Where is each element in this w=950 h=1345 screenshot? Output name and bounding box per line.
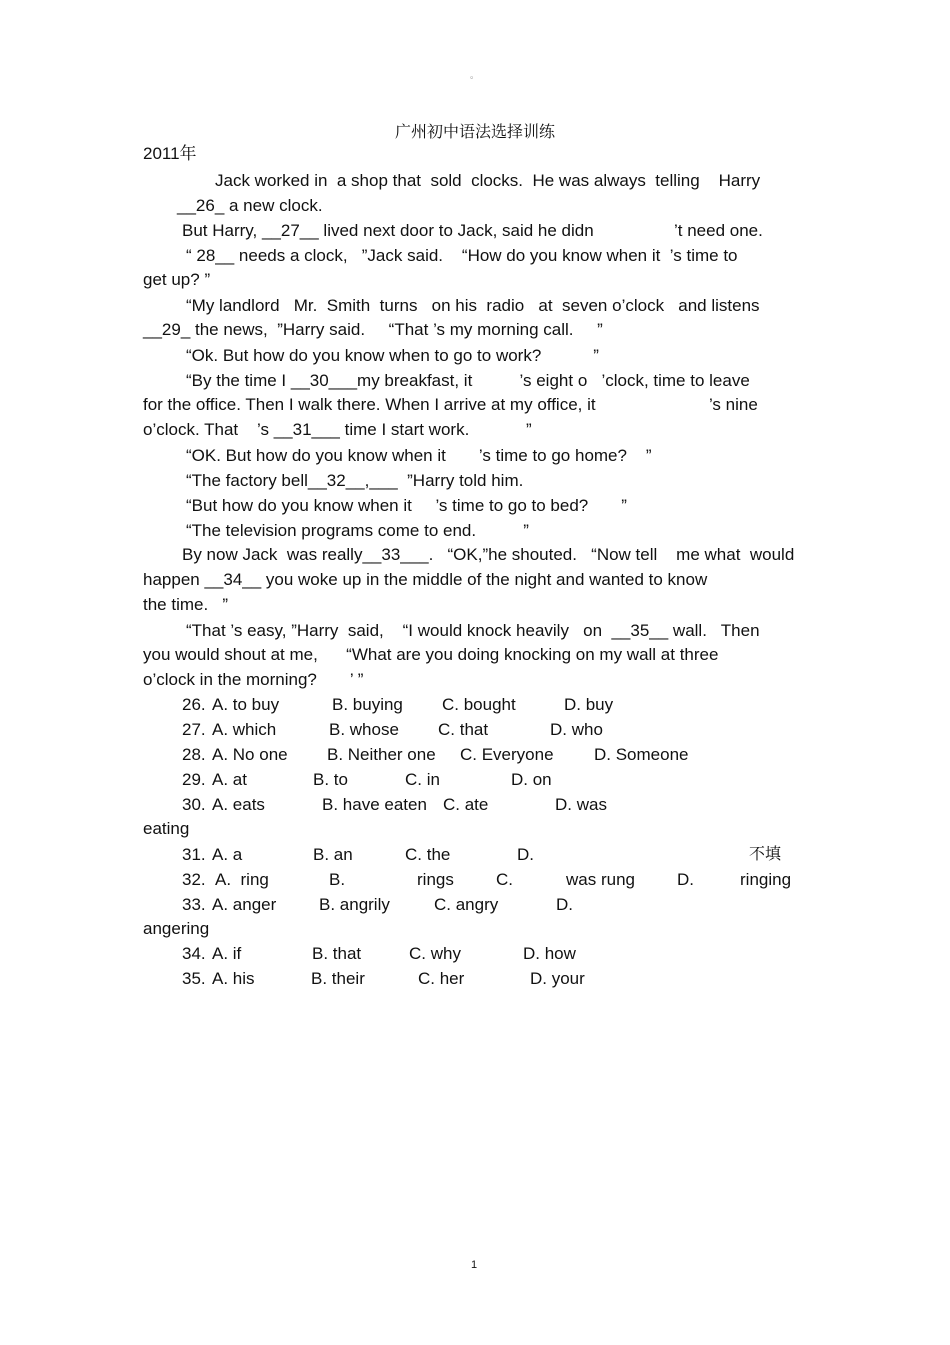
passage-line: happen __34__ you woke up in the middle of the night and wanted to know	[143, 570, 708, 589]
option-b: B. that	[312, 944, 362, 963]
question-number: 30.	[182, 795, 206, 814]
option-d-continued: eating	[143, 819, 190, 838]
passage-line: “The factory bell__32__,___ ”Harry told him.	[186, 471, 524, 490]
passage-line: “The television programs come to end. ”	[186, 521, 529, 540]
passage-line: Jack worked in a shop that sold clocks. He was always telling Harry	[215, 171, 761, 190]
header-mark: 。	[470, 70, 480, 80]
option-c: C. her	[418, 969, 465, 988]
option-a: A. ring	[215, 870, 269, 889]
question-number: 35.	[182, 969, 206, 988]
option-c: C. in	[405, 770, 440, 789]
question-number: 31.	[182, 845, 206, 864]
passage-line: “My landlord Mr. Smith turns on his radio at seven o’clock and listens	[186, 296, 760, 315]
option-c-text: was rung	[566, 870, 635, 889]
option-b: B. to	[313, 770, 348, 789]
passage-line: o’clock. That ’s __31___ time I start work. ”	[143, 420, 532, 439]
year-label: 2011年	[143, 144, 197, 163]
option-d: D.	[677, 870, 694, 889]
option-b: B.	[329, 870, 346, 889]
option-b: B. buying	[332, 695, 403, 714]
option-b: B. Neither one	[327, 745, 436, 764]
question-number: 34.	[182, 944, 206, 963]
option-a: A. No one	[212, 745, 288, 764]
option-d: D.	[556, 895, 573, 914]
passage-line: the time. ”	[143, 595, 229, 614]
question-number: 27.	[182, 720, 206, 739]
passage-line: “That ’s easy, ”Harry said, “I would knock heavily on __35__ wall. Then	[186, 621, 760, 640]
passage-line: By now Jack was really__33___. “OK,”he shouted. “Now tell me what would	[182, 545, 795, 564]
option-a: A. to buy	[212, 695, 280, 714]
option-b: B. their	[311, 969, 365, 988]
option-b: B. an	[313, 845, 353, 864]
question-number: 26.	[182, 695, 206, 714]
question-number: 29.	[182, 770, 206, 789]
option-d-text: ringing	[740, 870, 792, 889]
passage-line: __26_ a new clock.	[177, 196, 323, 215]
option-c: C. that	[438, 720, 489, 739]
passage-line: __29_ the news, ”Harry said. “That ’s my morning call. ”	[143, 320, 603, 339]
option-d: D. your	[530, 969, 585, 988]
option-d: D. buy	[564, 695, 614, 714]
passage-line: “ 28__ needs a clock, ”Jack said. “How do you know when it ’s time to	[186, 246, 738, 265]
option-d: D. Someone	[594, 745, 689, 764]
question-number: 33.	[182, 895, 206, 914]
option-c: C. ate	[443, 795, 489, 814]
option-a: A. eats	[212, 795, 265, 814]
option-c: C. bought	[442, 695, 516, 714]
option-a: A. anger	[212, 895, 277, 914]
option-a: A. at	[212, 770, 247, 789]
passage-line: you would shout at me, “What are you doing knocking on my wall at three	[143, 645, 719, 664]
page-title: 广州初中语法选择训练	[394, 122, 555, 141]
option-d-text: 不填	[749, 844, 782, 863]
option-c: C. angry	[434, 895, 499, 914]
option-c: C. the	[405, 845, 451, 864]
option-d: D. on	[511, 770, 552, 789]
passage-line: “But how do you know when it ’s time to go to bed? ”	[186, 496, 627, 515]
passage-line: for the office. Then I walk there. When I arrive at my office, it ’s nine	[143, 395, 758, 414]
option-d: D. how	[523, 944, 576, 963]
passage-line: “By the time I __30___my breakfast, it ’s eight o ’clock, time to leave	[186, 371, 750, 390]
option-b-text: rings	[417, 870, 454, 889]
passage-line: But Harry, __27__ lived next door to Jack, said he didn ’t need one.	[182, 221, 763, 240]
option-b: B. have eaten	[322, 795, 427, 814]
option-c: C. Everyone	[460, 745, 554, 764]
question-number: 28.	[182, 745, 206, 764]
option-c: C.	[496, 870, 513, 889]
option-c: C. why	[409, 944, 461, 963]
page-number: 1	[471, 1259, 478, 1271]
option-a: A. if	[212, 944, 242, 963]
option-d: D. was	[555, 795, 607, 814]
question-number: 32.	[182, 870, 206, 889]
passage-line: get up? ”	[143, 270, 211, 289]
passage-line: o’clock in the morning? ’ ”	[143, 670, 364, 689]
option-a: A. a	[212, 845, 243, 864]
option-b: B. whose	[329, 720, 399, 739]
passage-line: “Ok. But how do you know when to go to work? ”	[186, 346, 599, 365]
option-d-continued: angering	[143, 919, 210, 938]
option-b: B. angrily	[319, 895, 390, 914]
option-a: A. his	[212, 969, 255, 988]
passage-line: “OK. But how do you know when it ’s time to go home? ”	[186, 446, 652, 465]
option-d: D. who	[550, 720, 603, 739]
option-d: D.	[517, 845, 534, 864]
option-a: A. which	[212, 720, 277, 739]
